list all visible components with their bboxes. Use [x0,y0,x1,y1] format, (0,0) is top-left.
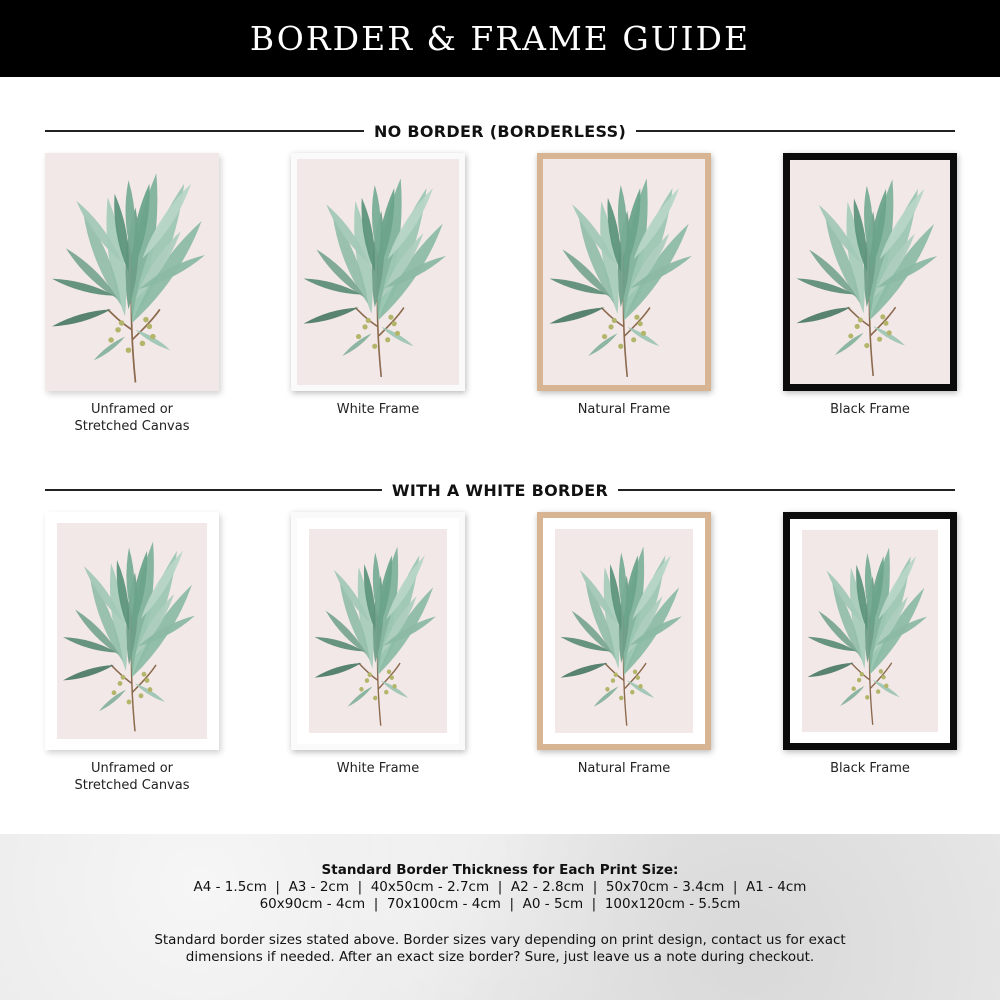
frame-caption: White Frame [336,402,420,417]
size-list: A4 - 1.5cm | A3 - 2cm | 40x50cm - 2.7cm | A2 - 2.8cm | 50x70cm - 3.4cm | A1 - 4cm [193,879,807,895]
eucalyptus-branch-icon [297,159,459,385]
print-preview [45,512,219,750]
border-thickness-info [0,834,1000,1000]
eucalyptus-branch-icon [543,159,705,385]
divider [618,489,955,491]
footer-note: Standard border sizes stated above. Border sizes vary depending on print design, contact us for exact [154,932,846,948]
frame-option-white [291,153,465,418]
print-preview [291,153,465,391]
frame-option-natural [537,153,711,418]
frame-option-unframed [45,153,219,435]
section-title: WITH A WHITE BORDER [391,480,609,500]
eucalyptus-branch-icon [309,529,447,733]
page-header [0,0,1000,77]
frame-option-unframed-bordered [45,512,219,794]
frame-caption: Unframed or Stretched Canvas [74,402,190,434]
frame-caption: White Frame [336,761,420,776]
section-heading-white-border [45,478,955,502]
section-title: NO BORDER (BORDERLESS) [373,121,627,141]
footer-note: dimensions if needed. After an exact size border? Sure, just leave us a note during checkout. [185,949,815,965]
frame-caption: Unframed or Stretched Canvas [74,761,190,793]
eucalyptus-branch-icon [790,160,950,384]
frame-caption: Natural Frame [577,761,671,776]
print-preview [45,153,219,391]
print-preview [291,512,465,750]
divider [636,130,955,132]
eucalyptus-branch-icon [57,523,207,739]
frame-option-white-bordered [291,512,465,777]
section-heading-no-border [45,119,955,143]
print-preview [783,512,957,750]
eucalyptus-branch-icon [45,153,219,391]
footer-heading: Standard Border Thickness for Each Print Size: [321,862,679,878]
print-preview [783,153,957,391]
frame-option-natural-bordered [537,512,711,777]
eucalyptus-branch-icon [555,529,693,733]
print-preview [537,512,711,750]
page-title: BORDER & FRAME GUIDE [249,19,751,58]
frame-caption: Black Frame [830,402,910,417]
divider [45,130,364,132]
frame-option-black-bordered [783,512,957,777]
frame-caption: Black Frame [830,761,910,776]
frame-caption: Natural Frame [577,402,671,417]
eucalyptus-branch-icon [802,530,938,732]
frame-option-black [783,153,957,418]
divider [45,489,382,491]
print-preview [537,153,711,391]
size-list: 60x90cm - 4cm | 70x100cm - 4cm | A0 - 5cm | 100x120cm - 5.5cm [259,896,741,912]
